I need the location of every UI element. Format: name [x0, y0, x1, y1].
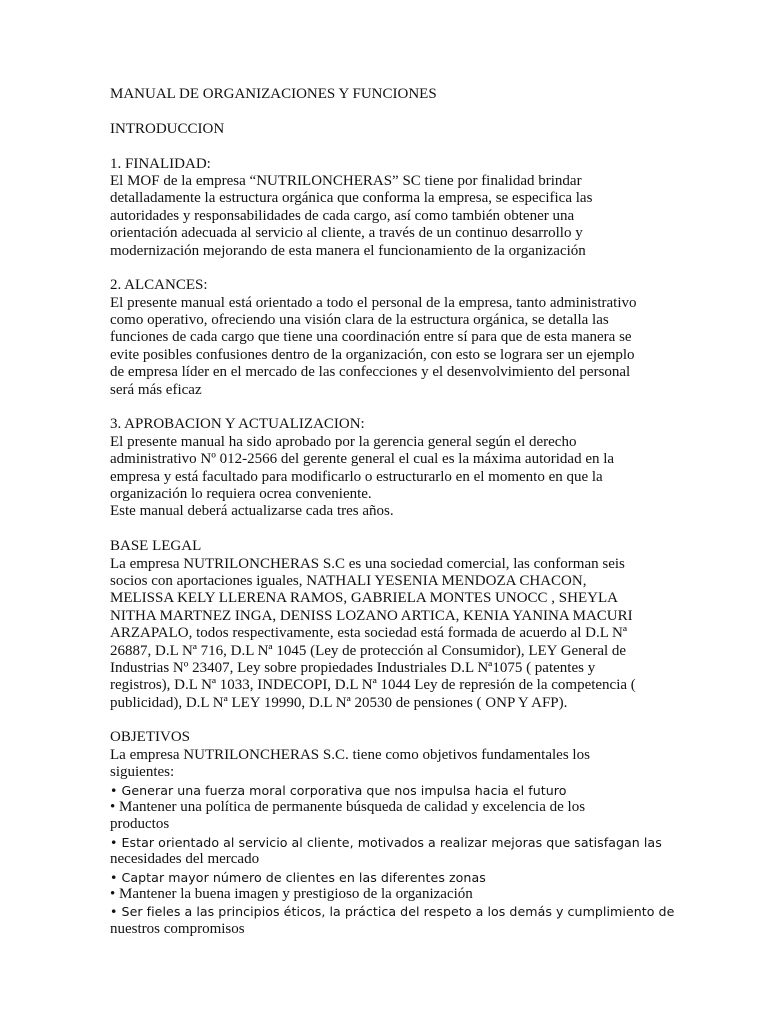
paragraph-line: ARZAPALO, todos respectivamente, esta sociedad está formada de acuerdo al D.L Nª [110, 625, 628, 642]
paragraph-line: autoridades y responsabilidades de cada cargo, así como también obtener una [110, 207, 575, 224]
paragraph-line: 26887, D.L Nª 716, D.L Nª 1045 (Ley de protección al Consumidor), LEY General de [110, 642, 627, 659]
paragraph-line: publicidad), D.L Nª LEY 19990, D.L Nª 20530 de pensiones ( ONP Y AFP). [110, 694, 568, 711]
list-item: productos [110, 816, 170, 833]
paragraph-line: Este manual deberá actualizarse cada tres años. [110, 503, 394, 520]
list-item: • Mantener la buena imagen y prestigioso de la organización [110, 885, 473, 902]
list-item: • Captar mayor número de clientes en las diferentes zonas [110, 869, 486, 885]
paragraph-line: de empresa líder en el mercado de las confecciones y el desenvolvimiento del personal [110, 364, 631, 381]
paragraph-line: La empresa NUTRILONCHERAS S.C. tiene como objetivos fundamentales los [110, 746, 590, 763]
list-item: • Generar una fuerza moral corporativa que nos impulsa hacia el futuro [110, 782, 567, 798]
section-finalidad [110, 156, 670, 260]
introduction-heading: INTRODUCCION [110, 120, 225, 137]
paragraph-line: orientación adecuada al servicio al cliente, a través de un continuo desarrollo y [110, 225, 583, 242]
paragraph-line: será más eficaz [110, 381, 202, 398]
paragraph-line: La empresa NUTRILONCHERAS S.C es una sociedad comercial, las conforman seis [110, 555, 625, 572]
document-title: MANUAL DE ORGANIZACIONES Y FUNCIONES [110, 86, 437, 102]
paragraph-line: modernización mejorando de esta manera el funcionamiento de la organización [110, 242, 586, 259]
list-item: • Mantener una política de permanente búsqueda de calidad y excelencia de los [110, 799, 586, 816]
document-body [110, 86, 675, 938]
section-aprobacion [110, 416, 670, 520]
paragraph-line: NITHA MARTNEZ INGA, DENISS LOZANO ARTICA, KENIA YANINA MACURI [110, 607, 633, 624]
paragraph-line: administrativo Nº 012-2566 del gerente general el cual es la máxima autoridad en la [110, 451, 615, 468]
paragraph-line: El presente manual está orientado a todo el personal de la empresa, tanto administrativo [110, 294, 637, 311]
paragraph-line: funciones de cada cargo que tiene una coordinación entre sí para que de esta manera se [110, 329, 632, 346]
paragraph-line: El MOF de la empresa “NUTRILONCHERAS” SC tiene por finalidad brindar [110, 172, 582, 189]
paragraph-line: evite posibles confusiones dentro de la organización, con esto se lograra ser un ejemplo [110, 346, 635, 363]
section-heading: BASE LEGAL [110, 538, 202, 555]
section-heading: 2. ALCANCES: [110, 277, 208, 294]
section-objetivos [110, 729, 675, 938]
list-item: • Estar orientado al servicio al cliente, motivados a realizar mejoras que satisfagan las [110, 834, 662, 850]
paragraph-line: como operativo, ofreciendo una visión clara de la estructura orgánica, se detalla las [110, 312, 609, 329]
section-base-legal [110, 538, 670, 712]
paragraph-line: socios con aportaciones iguales, NATHALI YESENIA MENDOZA CHACON, [110, 572, 587, 589]
section-heading: 3. APROBACION Y ACTUALIZACION: [110, 416, 365, 433]
section-alcances [110, 277, 670, 399]
section-heading: 1. FINALIDAD: [110, 155, 211, 172]
list-item: necesidades del mercado [110, 851, 260, 868]
objectives-list [110, 782, 675, 939]
paragraph-line: empresa y está facultado para modificarlo o estructurarlo en el momento en que la [110, 468, 603, 485]
paragraph-line: siguientes: [110, 764, 175, 781]
paragraph-line: Industrias Nº 23407, Ley sobre propiedades Industriales D.L Nª1075 ( patentes y [110, 659, 596, 676]
paragraph-line: registros), D.L Nª 1033, INDECOPI, D.L Nª 1044 Ley de represión de la competencia ( [110, 677, 636, 694]
paragraph-line: El presente manual ha sido aprobado por la gerencia general según el derecho [110, 433, 577, 450]
section-heading: OBJETIVOS [110, 729, 191, 746]
list-item: nuestros compromisos [110, 920, 245, 937]
paragraph-line: detalladamente la estructura orgánica que conforma la empresa, se especifica las [110, 190, 593, 207]
list-item: • Ser fieles a las principios éticos, la práctica del respeto a los demás y cumplimiento de [110, 904, 675, 920]
paragraph-line: organización lo requiera ocrea conveniente. [110, 485, 372, 502]
paragraph-line: MELISSA KELY LLERENA RAMOS, GABRIELA MONTES UNOCC , SHEYLA [110, 590, 618, 607]
